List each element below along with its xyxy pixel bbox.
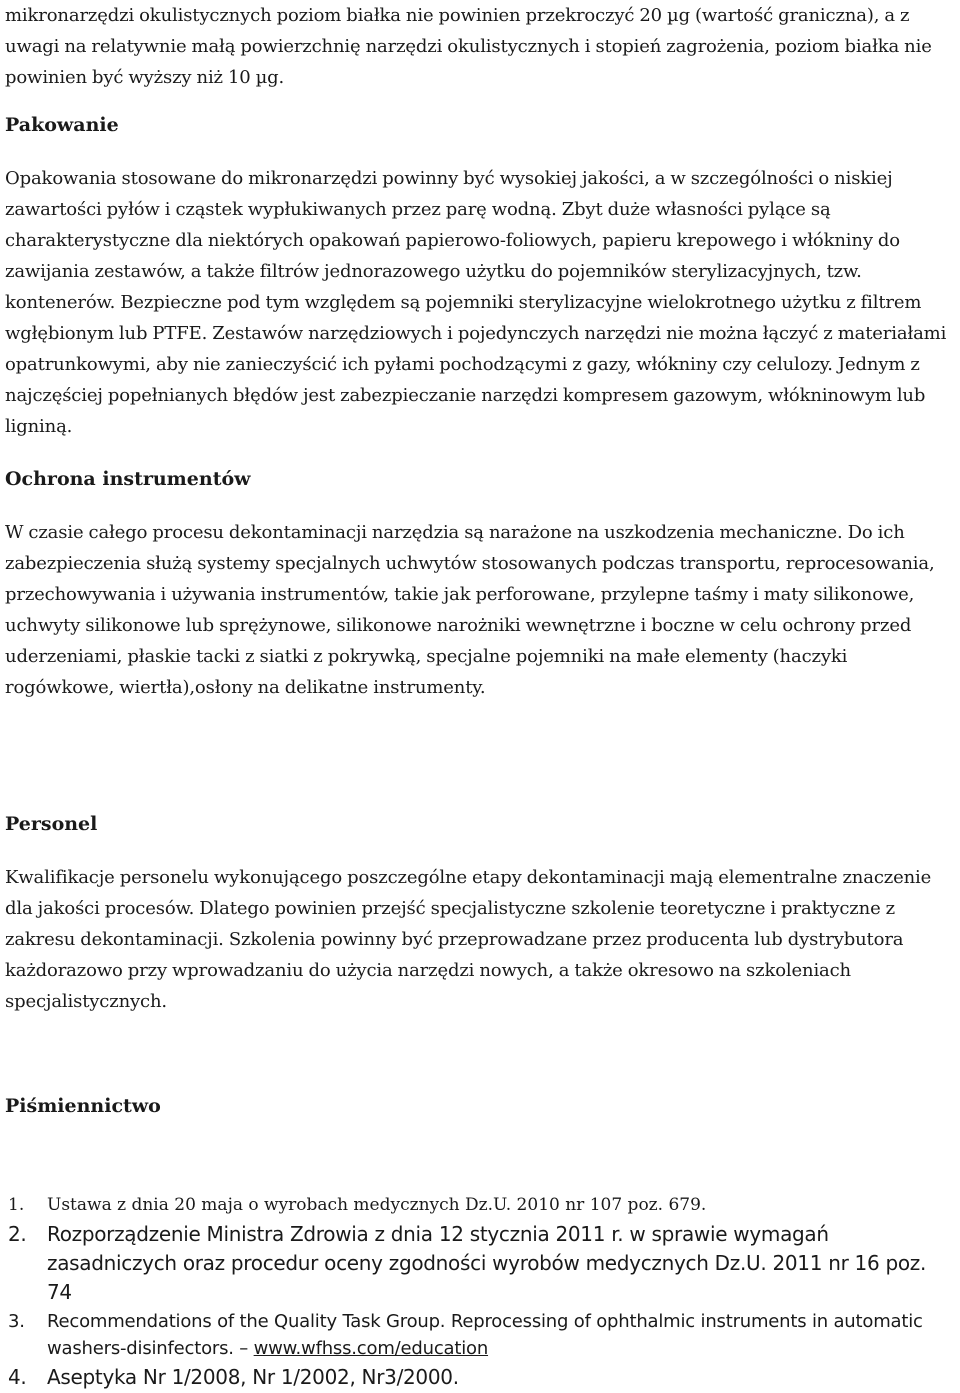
reference-text: Recommendations of the Quality Task Group. Reprocessing of ophthalmic instruments in automatic washers-disinfectors. – bbox=[47, 1311, 923, 1359]
references-list bbox=[5, 1192, 955, 1392]
intro-paragraph: mikronarzędzi okulistycznych poziom białka nie powinien przekroczyć 20 µg (wartość graniczna), a z uwagi na relatywnie małą powierzchnię narzędzi okulistycznych i stopień zagrożenia, poziom białka nie powinien być wyższy niż 10 µg. bbox=[5, 5, 932, 88]
paragraph-ochrona: W czasie całego procesu dekontaminacji narzędzia są narażone na uszkodzenia mechaniczne. Do ich zabezpieczenia służą systemy specjalnych uchwytów stosowanych podczas transportu, reprocesowania, przechowywania i używania instrumentów, takie jak perforowane, przylepne taśmy i maty silikonowe, uchwyty silikonowe lub sprężynowe, silikonowe narożniki wewnętrzne i boczne w celu ochrony przed uderzeniami, płaskie tacki z siatki z pokrywką, specjalne pojemniki na małe elementy (haczyki rogówkowe, wiertła),osłony na delikatne instrumenty. bbox=[5, 522, 935, 698]
reference-number: 2. bbox=[8, 1222, 27, 1246]
reference-item bbox=[5, 1220, 955, 1307]
reference-number: 4. bbox=[8, 1365, 27, 1389]
heading-pismiennictwo: Piśmiennictwo bbox=[5, 1095, 161, 1117]
paragraph-personel: Kwalifikacje personelu wykonującego poszczególne etapy dekontaminacji mają elementralne znaczenie dla jakości procesów. Dlatego powinien przejść specjalistyczne szkolenie teoretyczne i praktyczne z zakresu dekontaminacji. Szkolenia powinny być przeprowadzane przez producenta lub dystrybutora każdorazowo przy wprowadzaniu do użycia narzędzi nowych, a także okresowo na szkoleniach specjalistycznych. bbox=[5, 867, 932, 1012]
reference-item bbox=[5, 1363, 955, 1392]
reference-number: 1. bbox=[8, 1195, 25, 1215]
heading-personel: Personel bbox=[5, 813, 98, 835]
reference-item bbox=[5, 1308, 955, 1362]
reference-link[interactable]: www.wfhss.com/education bbox=[253, 1338, 489, 1359]
reference-item bbox=[5, 1192, 955, 1219]
reference-text: Rozporządzenie Ministra Zdrowia z dnia 12 stycznia 2011 r. w sprawie wymagań zasadniczych oraz procedur oceny zgodności wyrobów medycznych Dz.U. 2011 nr 16 poz. 74 bbox=[47, 1222, 927, 1304]
reference-text: Ustawa z dnia 20 maja o wyrobach medycznych Dz.U. 2010 nr 107 poz. 679. bbox=[47, 1195, 707, 1215]
reference-text: Aseptyka Nr 1/2008, Nr 1/2002, Nr3/2000. bbox=[47, 1365, 459, 1389]
heading-pakowanie: Pakowanie bbox=[5, 114, 119, 136]
paragraph-pakowanie: Opakowania stosowane do mikronarzędzi powinny być wysokiej jakości, a w szczególności o niskiej zawartości pyłów i cząstek wypłukiwanych przez parę wodną. Zbyt duże własności pylące są charakterystyczne dla niektórych opakowań papierowo-foliowych, papieru krepowego i włókniny do zawijania zestawów, a także filtrów jednorazowego użytku do pojemników sterylizacyjnych, tzw. kontenerów. Bezpieczne pod tym względem są pojemniki sterylizacyjne wielokrotnego użytku z filtrem wgłębionym lub PTFE. Zestawów narzędziowych i pojedynczych narzędzi nie można łączyć z materiałami opatrunkowymi, aby nie zanieczyścić ich pyłami pochodzącymi z gazy, włókniny czy celulozy. Jednym z najczęściej popełnianych błędów jest zabezpieczanie narzędzi kompresem gazowym, włókninowym lub ligniną. bbox=[5, 168, 947, 437]
heading-ochrona: Ochrona instrumentów bbox=[5, 468, 251, 490]
reference-number: 3. bbox=[8, 1311, 25, 1332]
